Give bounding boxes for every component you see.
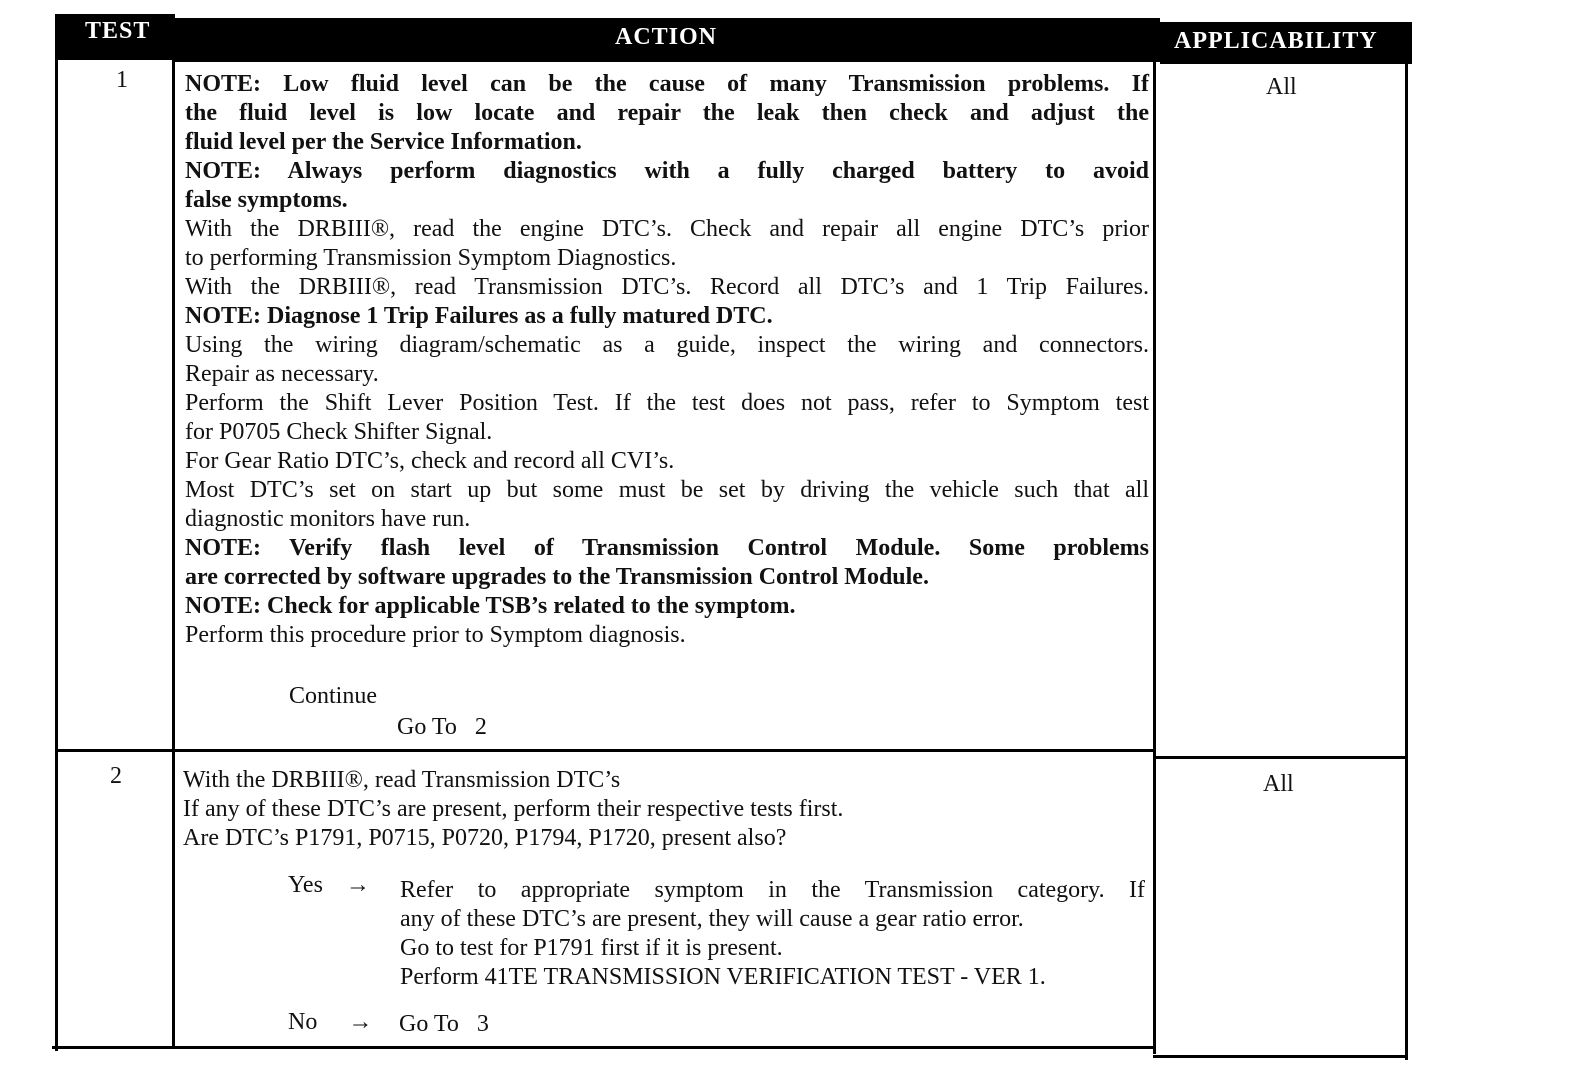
action-line: Are DTC’s P1791, P0715, P0720, P1794, P1720, present also?: [183, 825, 787, 851]
row-2-applicability: All: [1263, 771, 1294, 797]
row-1-continue-label: Continue: [289, 683, 377, 709]
row-divider: [55, 749, 1155, 752]
row-1-action-text: [185, 70, 1149, 650]
action-line: With the DRBIII®, read the engine DTC’s. Check and repair all engine DTC’s prior: [185, 216, 1149, 242]
row-1-applicability: All: [1266, 74, 1297, 100]
action-line: Perform the Shift Lever Position Test. If the test does not pass, refer to Symptom test: [185, 390, 1149, 416]
yes-arrow-icon: →: [345, 872, 370, 898]
row-2-test-number: 2: [110, 763, 122, 789]
action-line: Most DTC’s set on start up but some must be set by driving the vehicle such that all: [185, 477, 1149, 503]
note-line: NOTE: Low fluid level can be the cause of many Transmission problems. If: [185, 71, 1149, 97]
header-test: TEST: [85, 18, 151, 44]
note-line: fluid level per the Service Information.: [185, 129, 582, 155]
note-line: NOTE: Verify flash level of Transmission Control Module. Some problems: [185, 535, 1149, 561]
yes-line: Refer to appropriate symptom in the Transmission category. If: [400, 877, 1145, 903]
row-1-test-number: 1: [116, 67, 128, 93]
header-action: ACTION: [615, 24, 718, 50]
header-test-cell: [57, 14, 175, 60]
column-divider-test: [172, 58, 175, 1048]
action-line: If any of these DTC’s are present, perform their respective tests first.: [183, 796, 844, 822]
table-right-border: [1405, 62, 1408, 1060]
header-applicability-cell: [1160, 22, 1412, 64]
yes-line: Go to test for P1791 first if it is present.: [400, 935, 783, 961]
action-line: Repair as necessary.: [185, 361, 379, 387]
yes-line: any of these DTC’s are present, they will cause a gear ratio error.: [400, 906, 1024, 932]
header-applicability: APPLICABILITY: [1174, 28, 1378, 54]
no-arrow-icon: →: [348, 1009, 373, 1035]
no-label: No: [288, 1009, 318, 1035]
action-line: With the DRBIII®, read Transmission DTC’s: [183, 767, 621, 793]
note-line: NOTE: Always perform diagnostics with a fully charged battery to avoid: [185, 158, 1149, 184]
row-1-goto: Go To 2: [397, 714, 487, 740]
table-bottom-border: [52, 1046, 1156, 1049]
action-line: Perform this procedure prior to Symptom diagnosis.: [185, 622, 686, 648]
yes-branch-text: [400, 876, 1145, 992]
table-bottom-border-applicability: [1153, 1055, 1408, 1058]
note-line: the fluid level is low locate and repair the leak then check and adjust the: [185, 100, 1149, 126]
action-line: to performing Transmission Symptom Diagnostics.: [185, 245, 677, 271]
no-branch-label: [288, 1008, 377, 1037]
action-line: Using the wiring diagram/schematic as a guide, inspect the wiring and connectors.: [185, 332, 1149, 358]
table-left-border: [55, 14, 58, 1051]
column-divider-action: [1153, 62, 1156, 1054]
action-line: diagnostic monitors have run.: [185, 506, 471, 532]
action-line: For Gear Ratio DTC’s, check and record all CVI’s.: [185, 448, 675, 474]
note-line: NOTE: Diagnose 1 Trip Failures as a fully matured DTC.: [185, 303, 773, 329]
yes-branch-label: [288, 871, 375, 900]
action-line: for P0705 Check Shifter Signal.: [185, 419, 493, 445]
action-line: With the DRBIII®, read Transmission DTC’s. Record all DTC’s and 1 Trip Failures.: [185, 274, 1149, 300]
row-2-no-goto: Go To 3: [399, 1011, 489, 1037]
note-line: false symptoms.: [185, 187, 348, 213]
row-2-action-text: [183, 766, 1143, 853]
header-action-cell: [175, 18, 1160, 62]
note-line: are corrected by software upgrades to the Transmission Control Module.: [185, 564, 929, 590]
row-divider-applicability: [1153, 756, 1408, 759]
note-line: NOTE: Check for applicable TSB’s related to the symptom.: [185, 593, 796, 619]
yes-line: Perform 41TE TRANSMISSION VERIFICATION TEST - VER 1.: [400, 964, 1046, 990]
yes-label: Yes: [288, 872, 323, 898]
